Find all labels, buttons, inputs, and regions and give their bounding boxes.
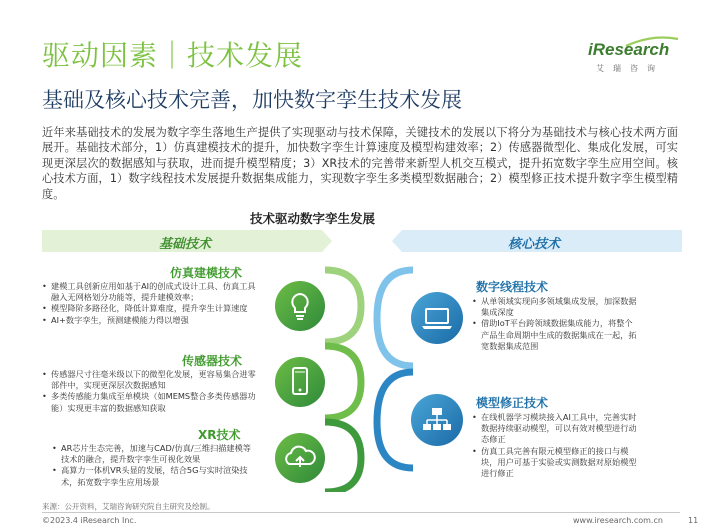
hierarchy-icon bbox=[411, 394, 463, 446]
digital-thread-bullets bbox=[472, 296, 638, 352]
list-item: • AR芯片生态完善，加速与CAD/仿真/三维扫描建模等技术的融合，提升数字孪生可视化效果 bbox=[52, 443, 256, 465]
arc-left-1 bbox=[325, 270, 361, 342]
tech-title-model-correction: 模型修正技术 bbox=[476, 396, 549, 410]
page-number: 11 bbox=[688, 516, 699, 525]
xr-bullets bbox=[52, 443, 256, 488]
page-title: 驱动因素｜技术发展 bbox=[42, 39, 304, 72]
page-subtitle: 基础及核心技术完善，加快数字孪生技术发展 bbox=[42, 88, 462, 112]
sensor-bullets bbox=[42, 369, 256, 414]
cloud-upload-icon bbox=[275, 433, 325, 483]
arc-left-3 bbox=[325, 422, 361, 492]
footer-divider bbox=[42, 512, 680, 513]
right-banner-label: 核心技术 bbox=[508, 237, 561, 252]
arc-right-2 bbox=[377, 372, 413, 468]
tech-title-simulation: 仿真建模技术 bbox=[170, 266, 243, 280]
logo-tagline: 艾瑞咨询 bbox=[596, 64, 664, 73]
tech-title-xr: XR技术 bbox=[198, 428, 241, 442]
arc-right-1 bbox=[377, 270, 413, 366]
list-item: • 传感器尺寸往毫米级以下的微型化发展，更容易集合进零部件中，实现更深层次数据感知 bbox=[42, 369, 256, 391]
source-note: 来源：公开资料，艾瑞咨询研究院自主研究及绘制。 bbox=[42, 502, 215, 511]
list-item: • AI+数字孪生，预测建模能力得以增强 bbox=[42, 315, 256, 326]
logo-brand: iResearch bbox=[588, 40, 670, 59]
iresearch-logo bbox=[588, 36, 680, 76]
list-item: • 从单领域实现向多领域集成发展，加深数据集成深度 bbox=[472, 296, 638, 318]
website-link[interactable]: www.iresearch.com.cn bbox=[573, 516, 663, 525]
model-correction-bullets bbox=[472, 412, 642, 479]
list-item: • 借助IoT平台跨领域数据集成能力，将整个产品生命周期中生成的数据集成在一起，拓宽数据集成范围 bbox=[472, 318, 638, 352]
list-item: • 多类传感能力集成至单模块（如MEMS整合多类传感器功能）实现更丰富的数据感知获取 bbox=[42, 391, 256, 413]
lightbulb-icon bbox=[275, 281, 325, 331]
intro-paragraph: 近年来基础技术的发展为数字孪生落地生产提供了实现驱动与技术保障，关键技术的发展以下将分为基础技术与核心技术两方面展开。基础技术部分，1）仿真建模技术的提升，加快数字孪生计算速度及模型构建效率；2）传感器微型化、集成化发展，可实现更深层次的数据感知与获取，进而提升模型精度；3）XR技术的完善带来新型人机交互模式，提升拓宽数字孪生应用空间。核心技术方面，1）数字线程技术发展提升数据集成能力，实现数字孪生多类模型数据融合；2）模型修正技术提升数字孪生模型精度。 bbox=[42, 126, 678, 201]
simulation-bullets bbox=[42, 281, 256, 326]
right-banner bbox=[392, 230, 682, 252]
tech-title-sensor: 传感器技术 bbox=[182, 354, 243, 368]
copyright: ©2023.4 iResearch Inc. bbox=[42, 516, 137, 525]
diagram-title: 技术驱动数字孪生发展 bbox=[250, 211, 376, 226]
arc-left-2 bbox=[325, 346, 361, 418]
left-banner bbox=[42, 230, 332, 252]
laptop-icon bbox=[411, 292, 463, 344]
list-item: • 在线机器学习模块接入AI工具中，完善实时数据持续驱动模型，可以有效对模型进行动态修正 bbox=[472, 412, 642, 446]
left-banner-label: 基础技术 bbox=[159, 237, 212, 252]
list-item: • 高算力一体机VR头显的发展，结合5G与实时渲染技术，拓宽数字孪生应用场景 bbox=[52, 465, 256, 487]
tech-title-digital-thread: 数字线程技术 bbox=[476, 280, 549, 294]
list-item: • 模型降阶多路径化，降低计算难度，提升孪生计算速度 bbox=[42, 303, 256, 314]
list-item: • 仿真工具完善有限元模型修正的接口与模块，用户可基于实验或实测数据对原始模型进行修正 bbox=[472, 446, 642, 480]
list-item: • 建模工具创新应用如基于AI的创成式设计工具、仿真工具融入无网格划分功能等，提升建模效率； bbox=[42, 281, 256, 303]
smartphone-icon bbox=[275, 357, 325, 407]
center-graphic bbox=[265, 262, 471, 492]
